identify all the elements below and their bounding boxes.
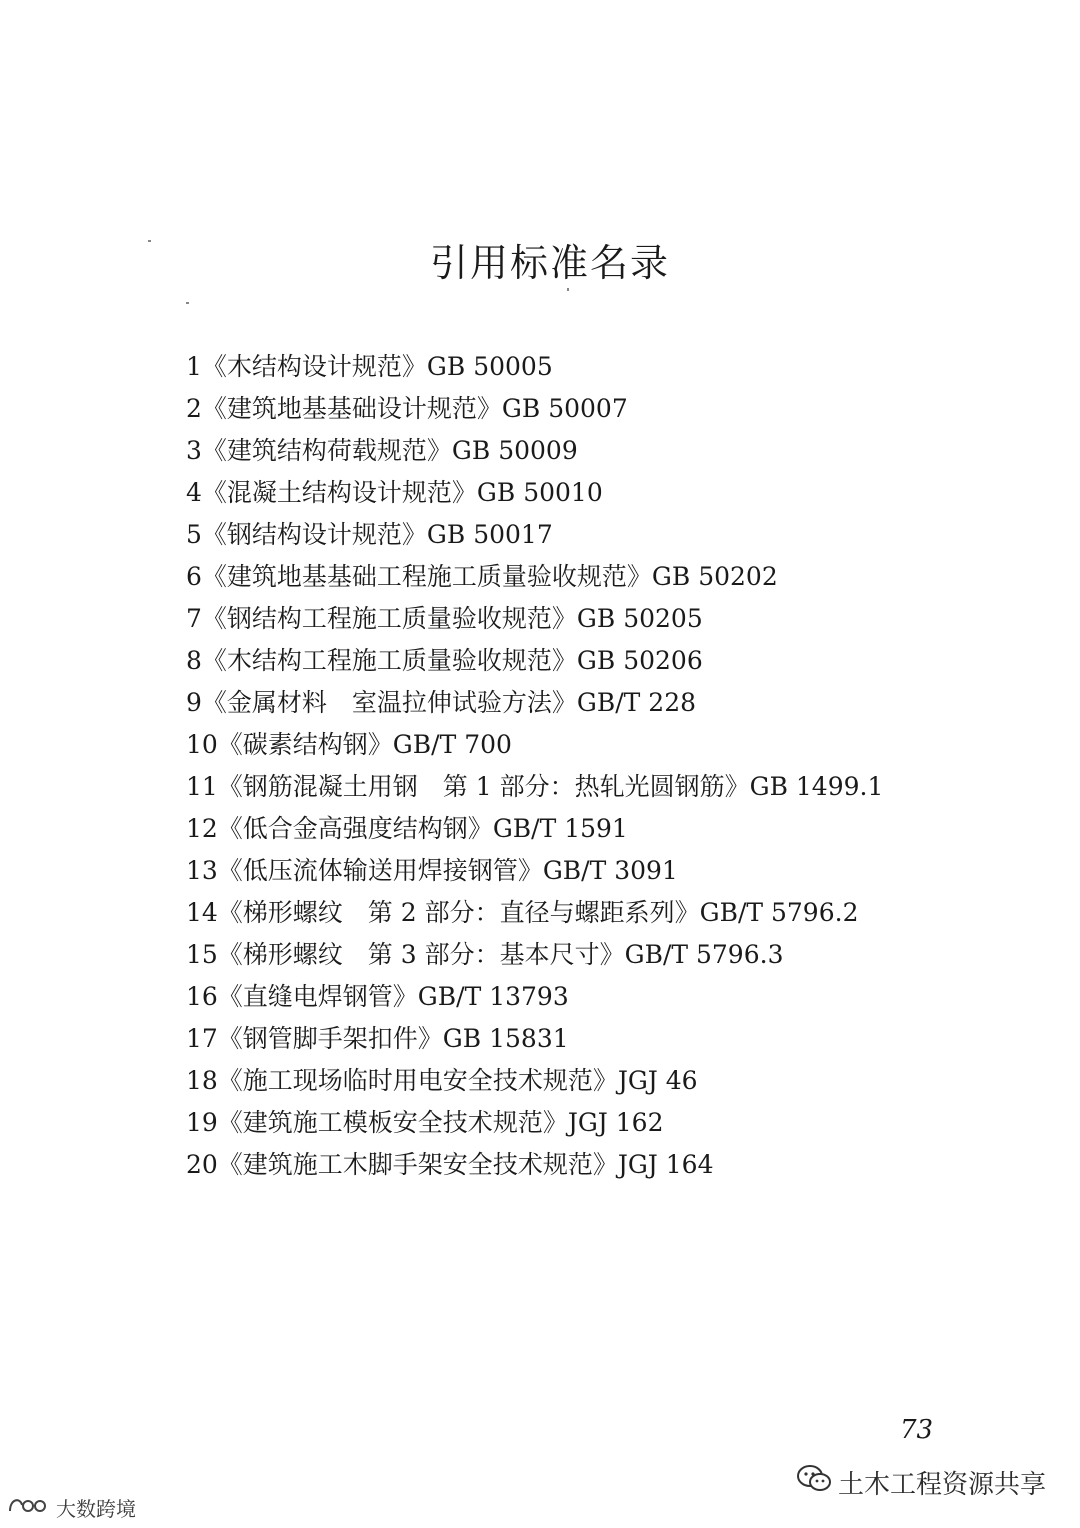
reference-list [186, 346, 883, 1186]
watermark-left [6, 1492, 136, 1522]
reference-item: 3《建筑结构荷载规范》GB 50009 [186, 436, 578, 465]
reference-item: 15《梯形螺纹 第 3 部分：基本尺寸》GB/T 5796.3 [186, 940, 784, 969]
reference-item: 4《混凝土结构设计规范》GB 50010 [186, 478, 603, 507]
wechat-icon [796, 1464, 832, 1501]
watermark-left-text: 大数跨境 [56, 1496, 136, 1521]
watermark-right [796, 1462, 1046, 1502]
page-number: 73 [900, 1415, 934, 1445]
reference-item: 13《低压流体输送用焊接钢管》GB/T 3091 [186, 856, 678, 885]
reference-item: 17《钢管脚手架扣件》GB 15831 [186, 1024, 569, 1053]
reference-item: 19《建筑施工模板安全技术规范》JGJ 162 [186, 1108, 664, 1137]
reference-item: 11《钢筋混凝土用钢 第 1 部分：热轧光圆钢筋》GB 1499.1 [186, 772, 884, 801]
reference-item: 18《施工现场临时用电安全技术规范》JGJ 46 [186, 1066, 698, 1095]
reference-item: 7《钢结构工程施工质量验收规范》GB 50205 [186, 604, 703, 633]
reference-item: 10《碳素结构钢》GB/T 700 [186, 730, 512, 759]
page-title: 引用标准名录 [429, 241, 670, 285]
reference-item: 14《梯形螺纹 第 2 部分：直径与螺距系列》GB/T 5796.2 [186, 898, 859, 927]
reference-item: 20《建筑施工木脚手架安全技术规范》JGJ 164 [186, 1150, 714, 1179]
scan-speck [567, 288, 569, 291]
reference-item: 16《直缝电焊钢管》GB/T 13793 [186, 982, 569, 1011]
reference-item: 9《金属材料 室温拉伸试验方法》GB/T 228 [186, 688, 697, 717]
watermark-right-text: 土木工程资源共享 [837, 1469, 1046, 1500]
reference-item: 5《钢结构设计规范》GB 50017 [186, 520, 553, 549]
reference-item: 12《低合金高强度结构钢》GB/T 1591 [186, 814, 628, 843]
reference-item: 8《木结构工程施工质量验收规范》GB 50206 [186, 646, 703, 675]
reference-item: 2《建筑地基基础设计规范》GB 50007 [186, 394, 628, 423]
reference-item: 1《木结构设计规范》GB 50005 [186, 352, 553, 381]
reference-item: 6《建筑地基基础工程施工质量验收规范》GB 50202 [186, 562, 778, 591]
scan-speck [186, 302, 189, 304]
logo-icon [6, 1493, 50, 1522]
